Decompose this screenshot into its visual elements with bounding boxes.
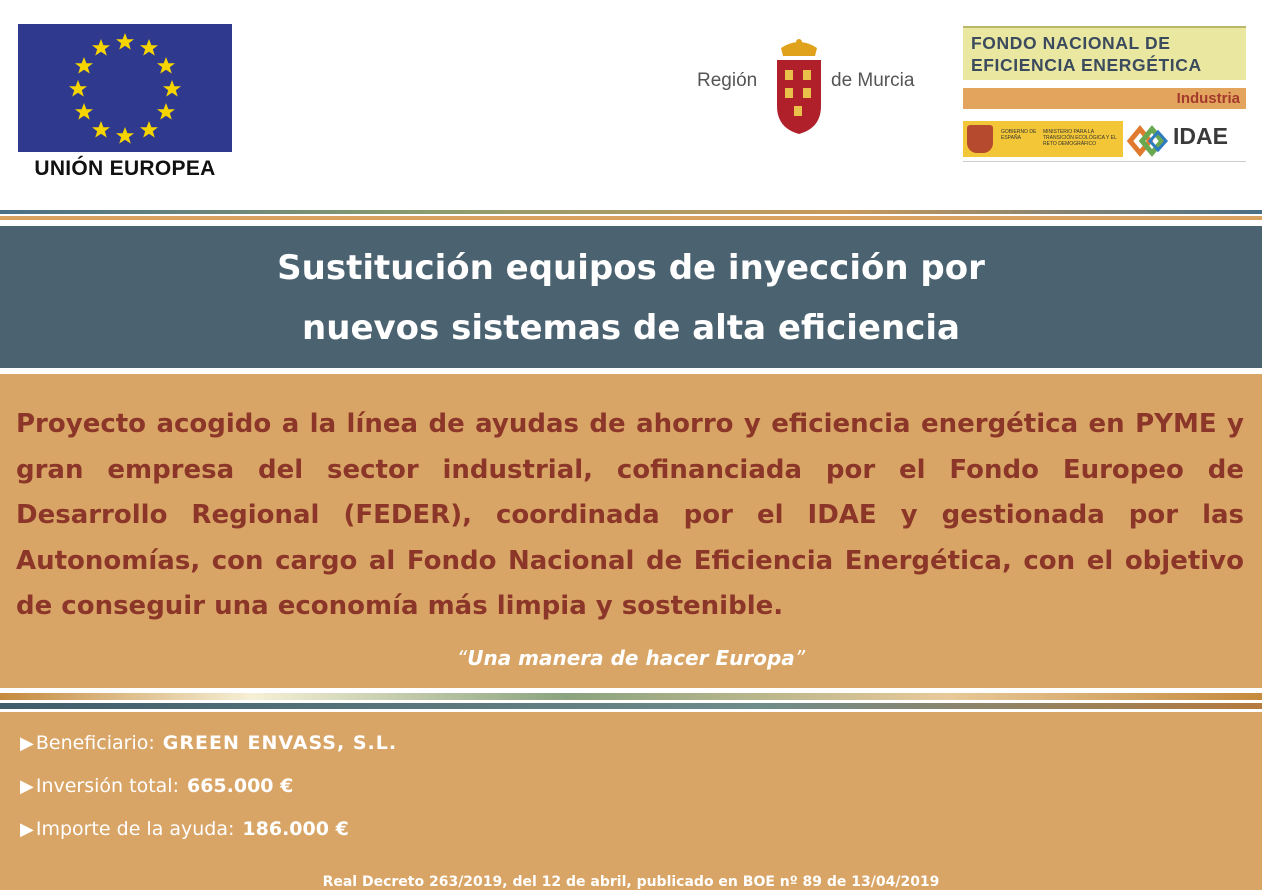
aid-row xyxy=(20,818,349,840)
arrow-right-icon: ▶ xyxy=(20,776,34,797)
beneficiary-row xyxy=(20,732,397,754)
murcia-logo xyxy=(697,36,935,136)
logo-header xyxy=(0,0,1262,210)
murcia-label-left: Región xyxy=(697,70,758,91)
investment-label: Inversión total: xyxy=(35,775,179,797)
decree-reference: Real Decreto 263/2019, del 12 de abril, publicado en BOE nº 89 de 13/04/2019 xyxy=(322,874,940,890)
fne-sector: Industria xyxy=(963,88,1246,109)
title-line-2: nuevos sistemas de alta eficiencia xyxy=(302,308,960,348)
divider-stripe xyxy=(0,703,1262,709)
government-logos xyxy=(963,121,1246,162)
fne-logo xyxy=(963,26,1246,162)
footer xyxy=(0,870,1262,890)
project-description-panel xyxy=(0,374,1262,688)
arrow-right-icon: ▶ xyxy=(20,733,34,754)
title-band xyxy=(0,226,1262,368)
project-description: Proyecto acogido a la línea de ayudas de ahorro y eficiencia energética en PYME y gran empresa del sector industrial, cofinanciada por el Fondo Europeo de Desarrollo Regional (FEDER), coordinada por el IDAE y gestionada por las Autonomías, con cargo al Fondo Nacional de Eficiencia Energética, con el objetivo de conseguir una economía más limpia y sostenible. xyxy=(16,409,1244,621)
murcia-label-right: de Murcia xyxy=(831,70,915,91)
title-line-1: Sustitución equipos de inyección por xyxy=(277,248,985,288)
eu-flag-icon xyxy=(18,24,232,152)
aid-value: 186.000 € xyxy=(242,818,349,840)
motto: “Una manera de hacer Europa” xyxy=(456,646,806,670)
idae-label: IDAE xyxy=(1173,123,1228,149)
arrow-right-icon: ▶ xyxy=(20,819,34,840)
government-badge xyxy=(963,121,1123,157)
divider-stripe xyxy=(0,693,1262,700)
murcia-shield-icon xyxy=(773,36,825,136)
motto-text: Una manera de hacer Europa xyxy=(467,646,795,670)
aid-label: Importe de la ayuda: xyxy=(35,818,235,840)
fne-title xyxy=(963,26,1246,80)
divider-stripe xyxy=(0,216,1262,220)
investment-value: 665.000 € xyxy=(186,775,294,797)
fne-title-line2: EFICIENCIA ENERGÉTICA xyxy=(971,55,1202,75)
eu-label: UNIÓN EUROPEA xyxy=(34,157,216,180)
government-label: GOBIERNO DE ESPAÑA xyxy=(1001,129,1037,141)
spain-coat-of-arms-icon xyxy=(967,125,993,153)
ministry-label: MINISTERIO PARA LA TRANSICIÓN ECOLÓGICA Y EL RETO DEMOGRÁFICO xyxy=(1043,129,1117,147)
investment-row xyxy=(20,775,293,797)
eu-logo xyxy=(18,24,232,181)
project-details xyxy=(0,712,1262,870)
divider-stripe xyxy=(0,210,1262,214)
fne-title-line1: FONDO NACIONAL DE xyxy=(971,33,1171,53)
beneficiary-label: Beneficiario: xyxy=(35,732,155,754)
idae-mark-icon xyxy=(1126,123,1170,159)
beneficiary-value: GREEN ENVASS, S.L. xyxy=(162,732,398,754)
